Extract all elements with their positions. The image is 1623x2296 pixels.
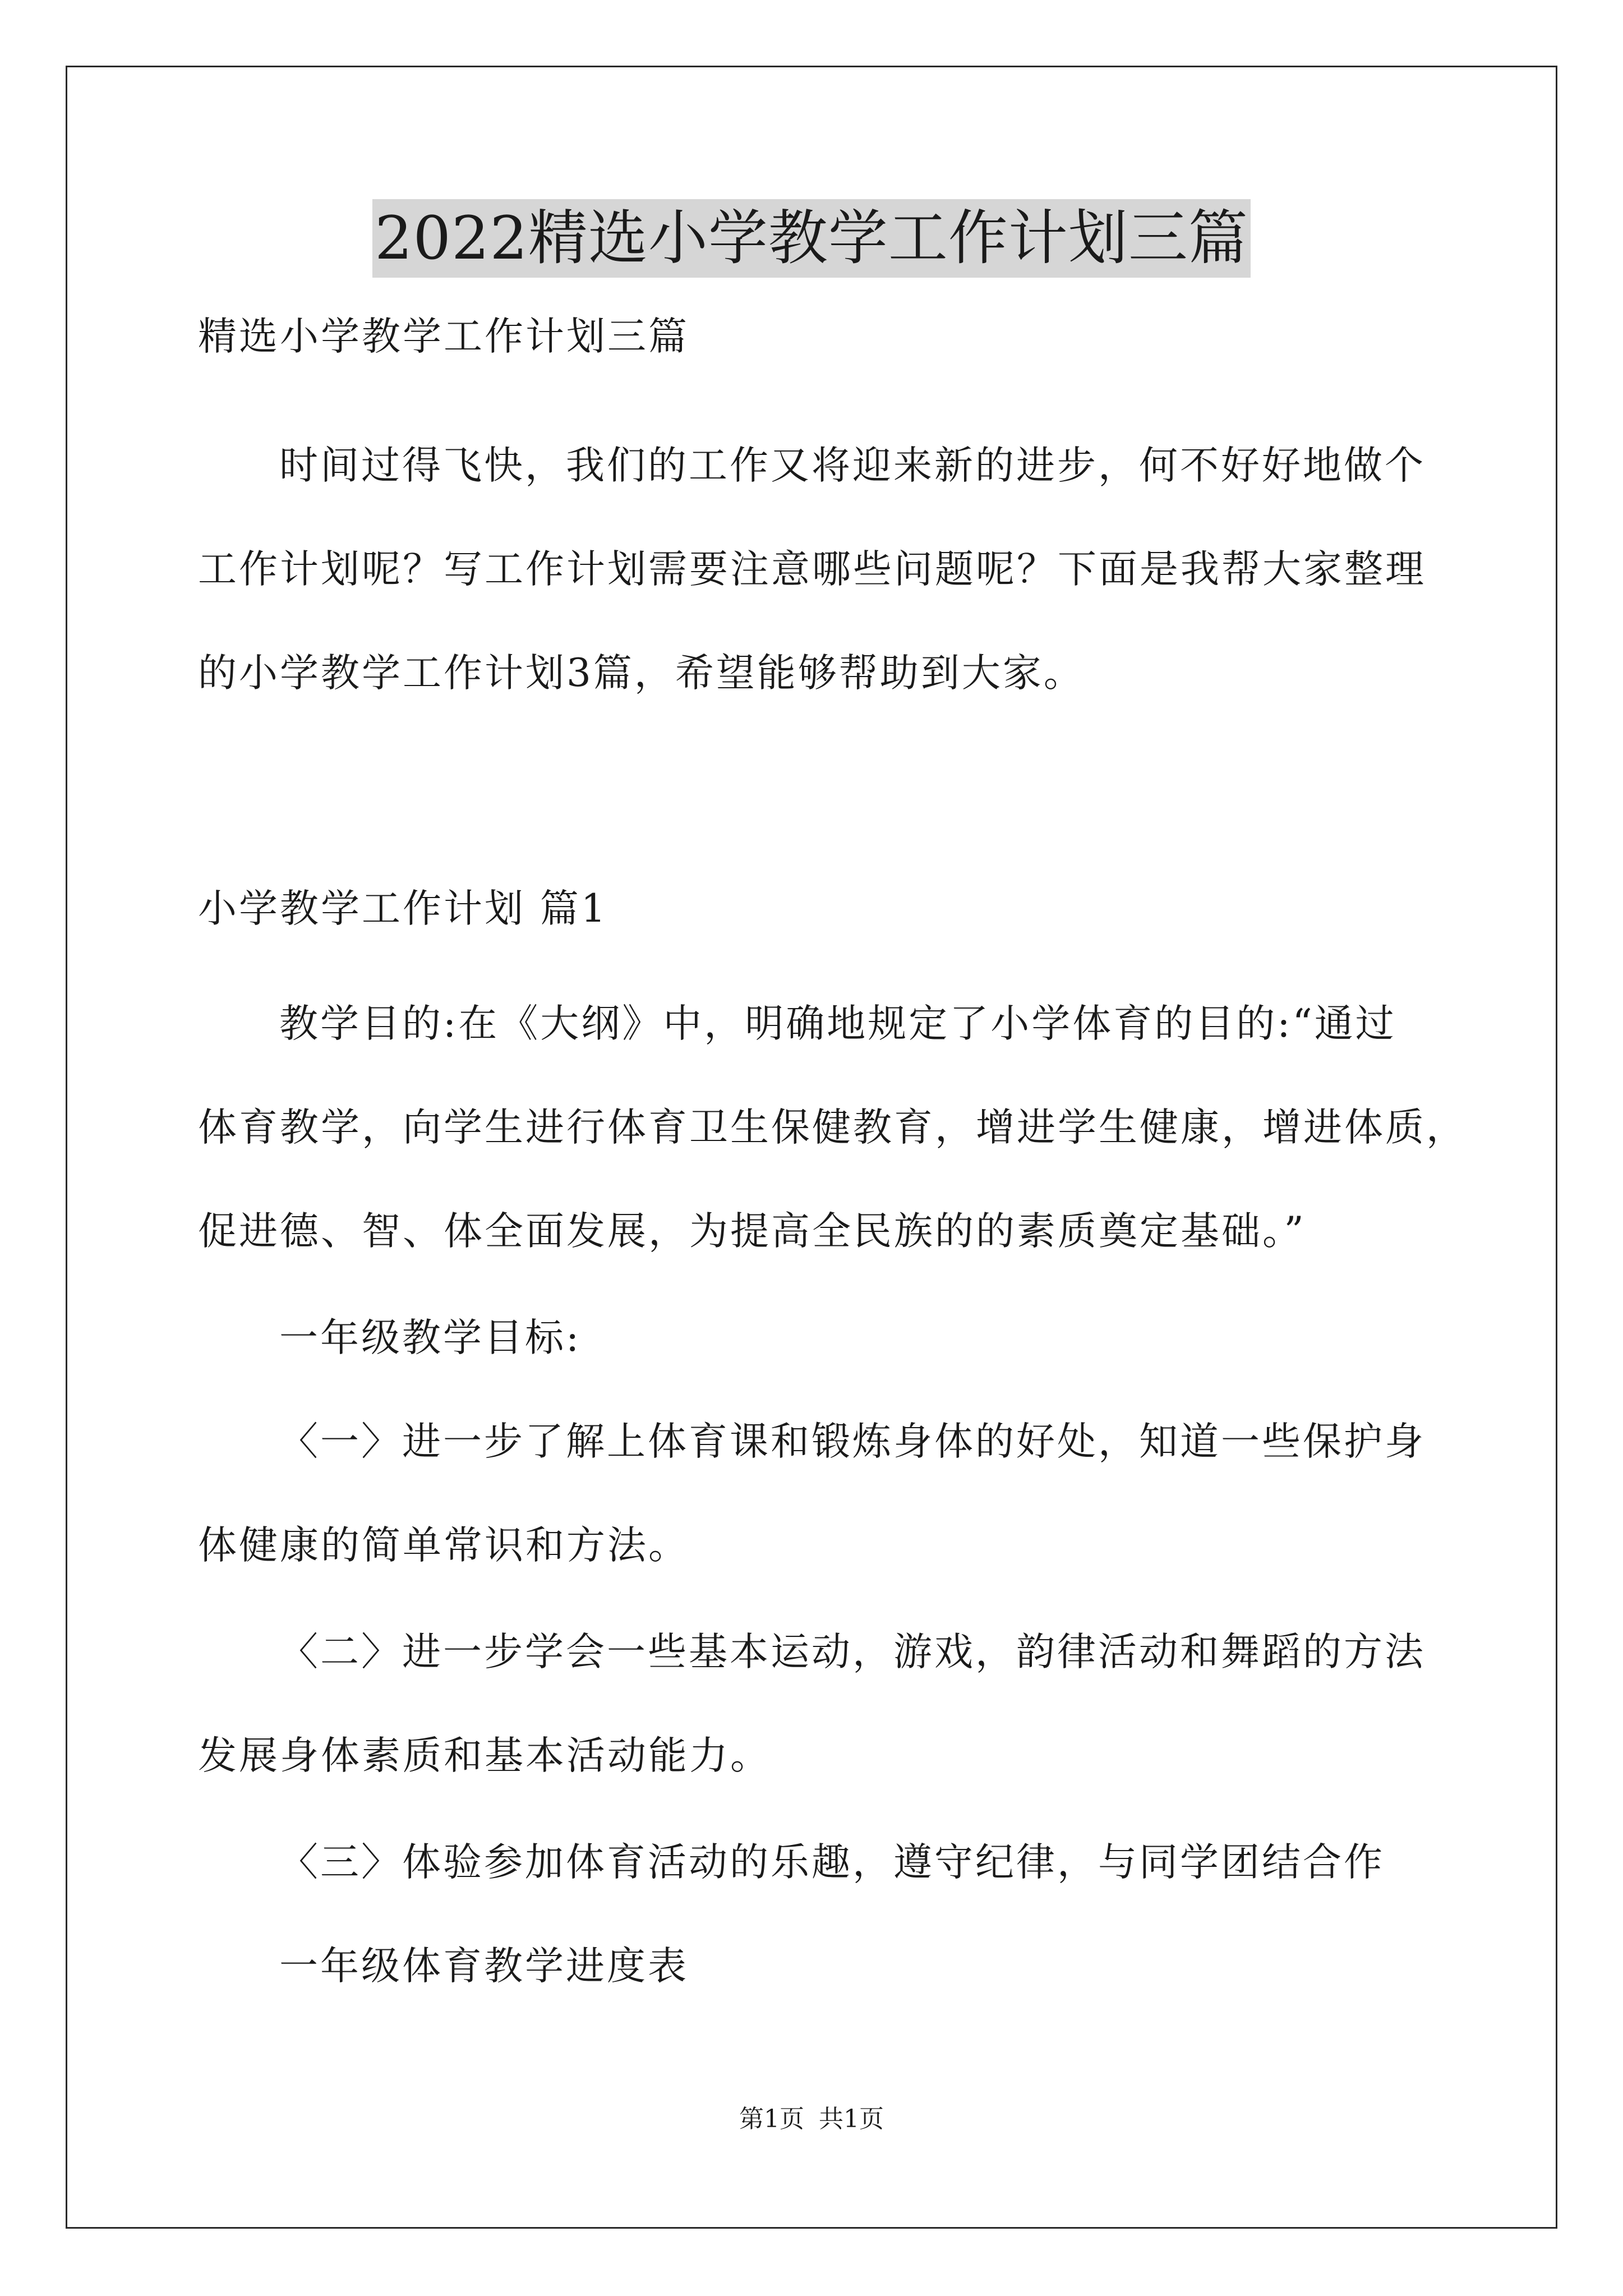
- purpose-line-3: 促进德、智、体全面发展，为提高全民族的的素质奠定基础。”: [198, 1209, 1306, 1254]
- grade1-heading: 一年级教学目标:: [279, 1315, 582, 1360]
- page-number: 第1页: [739, 2105, 804, 2133]
- section-heading: 小学教学工作计划 篇1: [198, 886, 608, 931]
- schedule-heading: 一年级体育教学进度表: [279, 1944, 689, 1989]
- intro-line-2: 工作计划呢？写工作计划需要注意哪些问题呢？下面是我帮大家整理: [198, 547, 1426, 592]
- goal1-line-2: 体健康的简单常识和方法。: [198, 1523, 689, 1568]
- subtitle: 精选小学教学工作计划三篇: [198, 314, 689, 359]
- document-title: 2022精选小学教学工作计划三篇: [372, 199, 1251, 278]
- title-container: [0, 199, 1623, 278]
- goal2-line-1: 〈二〉进一步学会一些基本运动，游戏，韵律活动和舞蹈的方法: [279, 1630, 1426, 1674]
- intro-line-3: 的小学教学工作计划3篇，希望能够帮助到大家。: [198, 651, 1085, 696]
- goal2-line-2: 发展身体素质和基本活动能力。: [198, 1733, 771, 1778]
- intro-line-1: 时间过得飞快，我们的工作又将迎来新的进步，何不好好地做个: [279, 443, 1426, 488]
- page-footer: [0, 2102, 1623, 2136]
- purpose-line-2: 体育教学，向学生进行体育卫生保健教育，增进学生健康，增进体质，: [198, 1105, 1467, 1150]
- purpose-line-1: 教学目的:在《大纲》中，明确地规定了小学体育的目的:“通过: [279, 1001, 1396, 1046]
- page-total: 共1页: [819, 2105, 884, 2133]
- goal3-line: 〈三〉体验参加体育活动的乐趣，遵守纪律，与同学团结合作: [279, 1840, 1385, 1885]
- goal1-line-1: 〈一〉进一步了解上体育课和锻炼身体的好处，知道一些保护身: [279, 1419, 1426, 1464]
